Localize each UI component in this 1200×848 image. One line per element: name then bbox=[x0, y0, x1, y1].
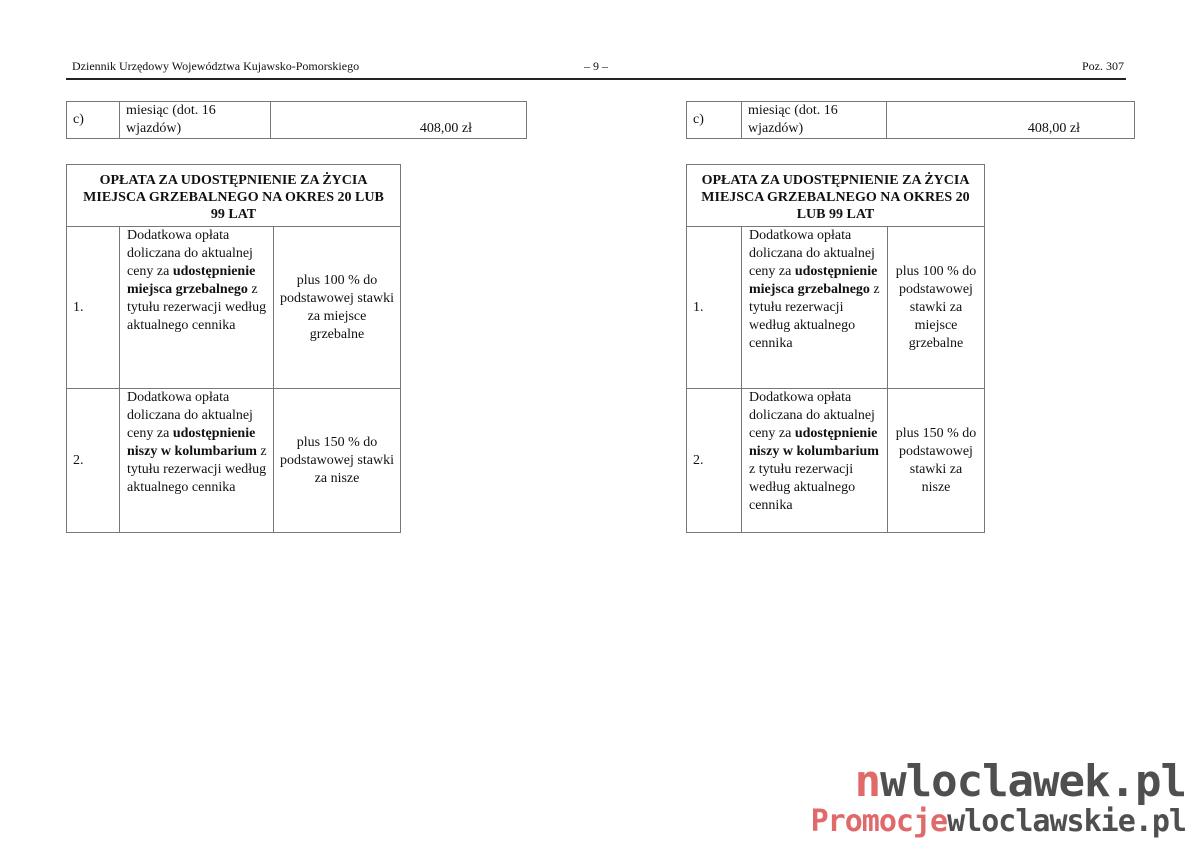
table-header-row bbox=[67, 165, 401, 227]
row-label: c) bbox=[687, 102, 742, 139]
row-description: miesiąc (dot. 16 wjazdów) bbox=[742, 102, 887, 139]
page-header bbox=[66, 58, 1126, 80]
row-description: Dodatkowa opłata doliczana do aktualnej ceny za udostępnienie niszy w kolumbarium z tytułu rezerwacji według aktualnego cennika bbox=[120, 389, 274, 533]
right-fee-row-table bbox=[686, 101, 1135, 139]
row-number: 1. bbox=[67, 227, 120, 389]
row-description: Dodatkowa opłata doliczana do aktualnej ceny za udostępnienie niszy w kolumbarium z tytułu rezerwacji według aktualnego cennika bbox=[742, 389, 888, 533]
table-row bbox=[687, 389, 985, 533]
row-description: Dodatkowa opłata doliczana do aktualnej ceny za udostępnienie miejsca grzebalnego z tytułu rezerwacji według aktualnego cennika bbox=[120, 227, 274, 389]
row-number: 1. bbox=[687, 227, 742, 389]
left-reservation-fee-table bbox=[66, 164, 401, 533]
table-row bbox=[67, 102, 527, 139]
watermark-nwloclawek: nwloclawek.pl bbox=[854, 756, 1186, 807]
row-description: Dodatkowa opłata doliczana do aktualnej ceny za udostępnienie miejsca grzebalnego z tytułu rezerwacji według aktualnego cennika bbox=[742, 227, 888, 389]
table-header-row bbox=[687, 165, 985, 227]
table-row bbox=[67, 227, 401, 389]
row-label: c) bbox=[67, 102, 120, 139]
table-title: OPŁATA ZA UDOSTĘPNIENIE ZA ŻYCIA MIEJSCA GRZEBALNEGO NA OKRES 20 LUB 99 LAT bbox=[67, 165, 401, 227]
row-description: miesiąc (dot. 16 wjazdów) bbox=[120, 102, 271, 139]
journal-title: Dziennik Urzędowy Województwa Kujawsko-Pomorskiego bbox=[72, 59, 360, 73]
table-row bbox=[67, 389, 401, 533]
right-reservation-fee-table bbox=[686, 164, 985, 533]
row-rate: plus 150 % do podstawowej stawki za nisze bbox=[274, 389, 401, 533]
row-rate: plus 150 % do podstawowej stawki za nisze bbox=[888, 389, 985, 533]
row-number: 2. bbox=[67, 389, 120, 533]
row-rate: plus 100 % do podstawowej stawki za miejsce grzebalne bbox=[274, 227, 401, 389]
row-rate: plus 100 % do podstawowej stawki za miejsce grzebalne bbox=[888, 227, 985, 389]
row-amount: 408,00 zł bbox=[271, 102, 527, 139]
row-amount: 408,00 zł bbox=[887, 102, 1135, 139]
position-number: Poz. 307 bbox=[1082, 59, 1124, 73]
table-row bbox=[687, 227, 985, 389]
page-number: – 9 – bbox=[584, 59, 608, 73]
table-row bbox=[687, 102, 1135, 139]
row-number: 2. bbox=[687, 389, 742, 533]
left-fee-row-table bbox=[66, 101, 527, 139]
watermark-promocje: Promocjewloclawskie.pl bbox=[810, 804, 1186, 839]
table-title: OPŁATA ZA UDOSTĘPNIENIE ZA ŻYCIA MIEJSCA GRZEBALNEGO NA OKRES 20 LUB 99 LAT bbox=[687, 165, 985, 227]
